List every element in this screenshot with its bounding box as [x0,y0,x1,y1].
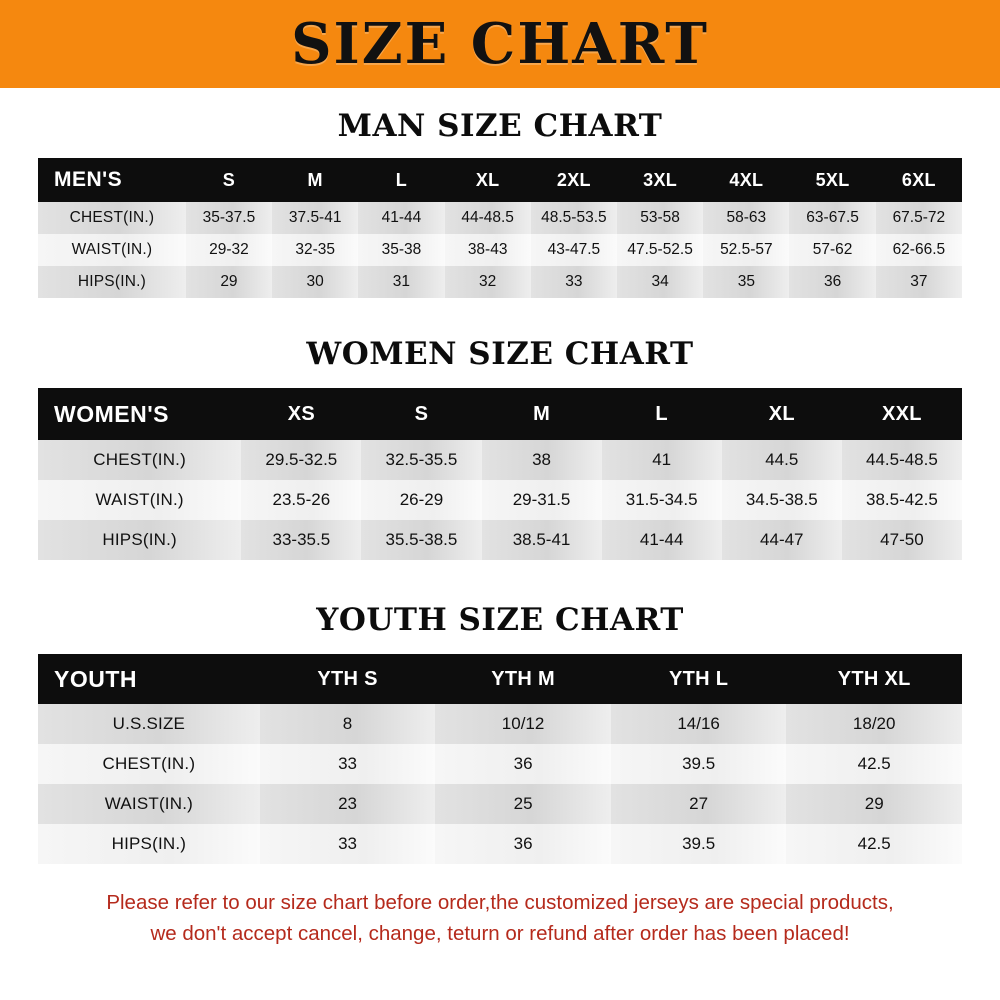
youth-cell: 39.5 [611,744,787,784]
women-section-title: WOMEN SIZE CHART [306,336,694,372]
women-cell: 44-47 [722,520,842,560]
youth-cell: 33 [260,824,436,864]
youth-corner-label: YOUTH [54,665,137,692]
table-row [38,784,962,824]
youth-column-header: YTH S [317,667,378,690]
youth-row-label: U.S.SIZE [38,704,260,744]
youth-cell: 23 [260,784,436,824]
man-cell: 62-66.5 [876,234,962,266]
man-cell: 34 [617,266,703,298]
man-table-wrap [0,158,1000,298]
man-column-header: 3XL [643,169,678,190]
youth-section-title: YOUTH SIZE CHART [316,602,684,638]
man-row-label: HIPS(IN.) [38,266,186,298]
page-title: SIZE CHART [291,11,709,77]
women-size-table [38,388,962,560]
women-row-label: HIPS(IN.) [38,520,241,560]
man-cell: 57-62 [789,234,875,266]
youth-column-header: YTH L [668,667,729,690]
youth-cell: 14/16 [611,704,787,744]
man-column-header: L [395,169,408,190]
youth-cell: 42.5 [786,824,962,864]
man-column-header: S [222,169,236,190]
youth-cell: 39.5 [611,824,787,864]
man-cell: 58-63 [703,202,789,234]
man-cell: 43-47.5 [531,234,617,266]
table-row [38,704,962,744]
women-cell: 31.5-34.5 [602,480,722,520]
man-size-table [38,158,962,298]
women-header-row [38,388,962,440]
table-row [38,744,962,784]
women-column-header: L [655,402,668,425]
man-column-header: 2XL [556,169,591,190]
women-cell: 41 [602,440,722,480]
man-cell: 36 [789,266,875,298]
man-cell: 37.5-41 [272,202,358,234]
man-cell: 52.5-57 [703,234,789,266]
women-cell: 29-31.5 [482,480,602,520]
man-cell: 35-38 [358,234,444,266]
women-column-header: XXL [882,402,922,425]
man-cell: 38-43 [445,234,531,266]
man-cell: 67.5-72 [876,202,962,234]
youth-cell: 25 [435,784,611,824]
women-cell: 38 [482,440,602,480]
women-cell: 32.5-35.5 [361,440,481,480]
women-row-label: CHEST(IN.) [38,440,241,480]
women-cell: 26-29 [361,480,481,520]
man-cell: 35 [703,266,789,298]
women-cell: 34.5-38.5 [722,480,842,520]
man-cell: 47.5-52.5 [617,234,703,266]
man-cell: 32 [445,266,531,298]
women-column-header: M [533,402,551,425]
women-cell: 44.5-48.5 [842,440,962,480]
youth-column-header: YTH M [491,667,555,690]
table-row [38,440,962,480]
man-cell: 31 [358,266,444,298]
table-row [38,520,962,560]
man-cell: 30 [272,266,358,298]
man-row-label: CHEST(IN.) [38,202,186,234]
youth-cell: 33 [260,744,436,784]
youth-cell: 36 [435,744,611,784]
youth-size-table [38,654,962,864]
man-cell: 44-48.5 [445,202,531,234]
man-column-header: M [307,169,323,190]
youth-cell: 29 [786,784,962,824]
youth-row-label: WAIST(IN.) [38,784,260,824]
youth-cell: 18/20 [786,704,962,744]
man-row-label: WAIST(IN.) [38,234,186,266]
women-row-label: WAIST(IN.) [38,480,241,520]
footer-note-line-2: we don't accept cancel, change, teturn or refund after order has been placed! [150,921,850,945]
youth-column-header: YTH XL [837,667,911,690]
youth-cell: 36 [435,824,611,864]
women-cell: 38.5-41 [482,520,602,560]
man-section-title: MAN SIZE CHART [337,108,663,144]
women-cell: 38.5-42.5 [842,480,962,520]
women-cell: 47-50 [842,520,962,560]
table-row [38,234,962,266]
women-cell: 41-44 [602,520,722,560]
man-column-header: XL [475,169,500,190]
table-row [38,202,962,234]
footer-note-line-1: Please refer to our size chart before order,the customized jerseys are special products, [106,891,894,914]
women-corner-label: WOMEN'S [54,400,170,427]
women-cell: 23.5-26 [241,480,361,520]
man-cell: 53-58 [617,202,703,234]
youth-cell: 10/12 [435,704,611,744]
women-column-header: XS [287,402,315,425]
man-cell: 29-32 [186,234,272,266]
man-column-header: 6XL [901,169,936,190]
man-cell: 48.5-53.5 [531,202,617,234]
youth-cell: 42.5 [786,744,962,784]
youth-table-wrap [0,654,1000,864]
man-column-header: 5XL [815,169,850,190]
footer-note [0,888,1000,950]
man-column-header: 4XL [729,169,764,190]
man-cell: 41-44 [358,202,444,234]
table-row [38,824,962,864]
youth-cell: 8 [260,704,436,744]
man-cell: 63-67.5 [789,202,875,234]
women-cell: 44.5 [722,440,842,480]
women-column-header: XL [768,402,795,425]
page-header [0,0,1000,88]
women-column-header: S [414,402,429,425]
man-cell: 33 [531,266,617,298]
man-cell: 29 [186,266,272,298]
women-cell: 35.5-38.5 [361,520,481,560]
youth-cell: 27 [611,784,787,824]
man-cell: 37 [876,266,962,298]
table-row [38,480,962,520]
man-cell: 35-37.5 [186,202,272,234]
youth-row-label: CHEST(IN.) [38,744,260,784]
youth-header-row [38,654,962,704]
man-header-row [38,158,962,202]
women-cell: 33-35.5 [241,520,361,560]
man-corner-label: MEN'S [54,168,123,191]
table-row [38,266,962,298]
women-cell: 29.5-32.5 [241,440,361,480]
women-table-wrap [0,388,1000,560]
man-cell: 32-35 [272,234,358,266]
youth-row-label: HIPS(IN.) [38,824,260,864]
